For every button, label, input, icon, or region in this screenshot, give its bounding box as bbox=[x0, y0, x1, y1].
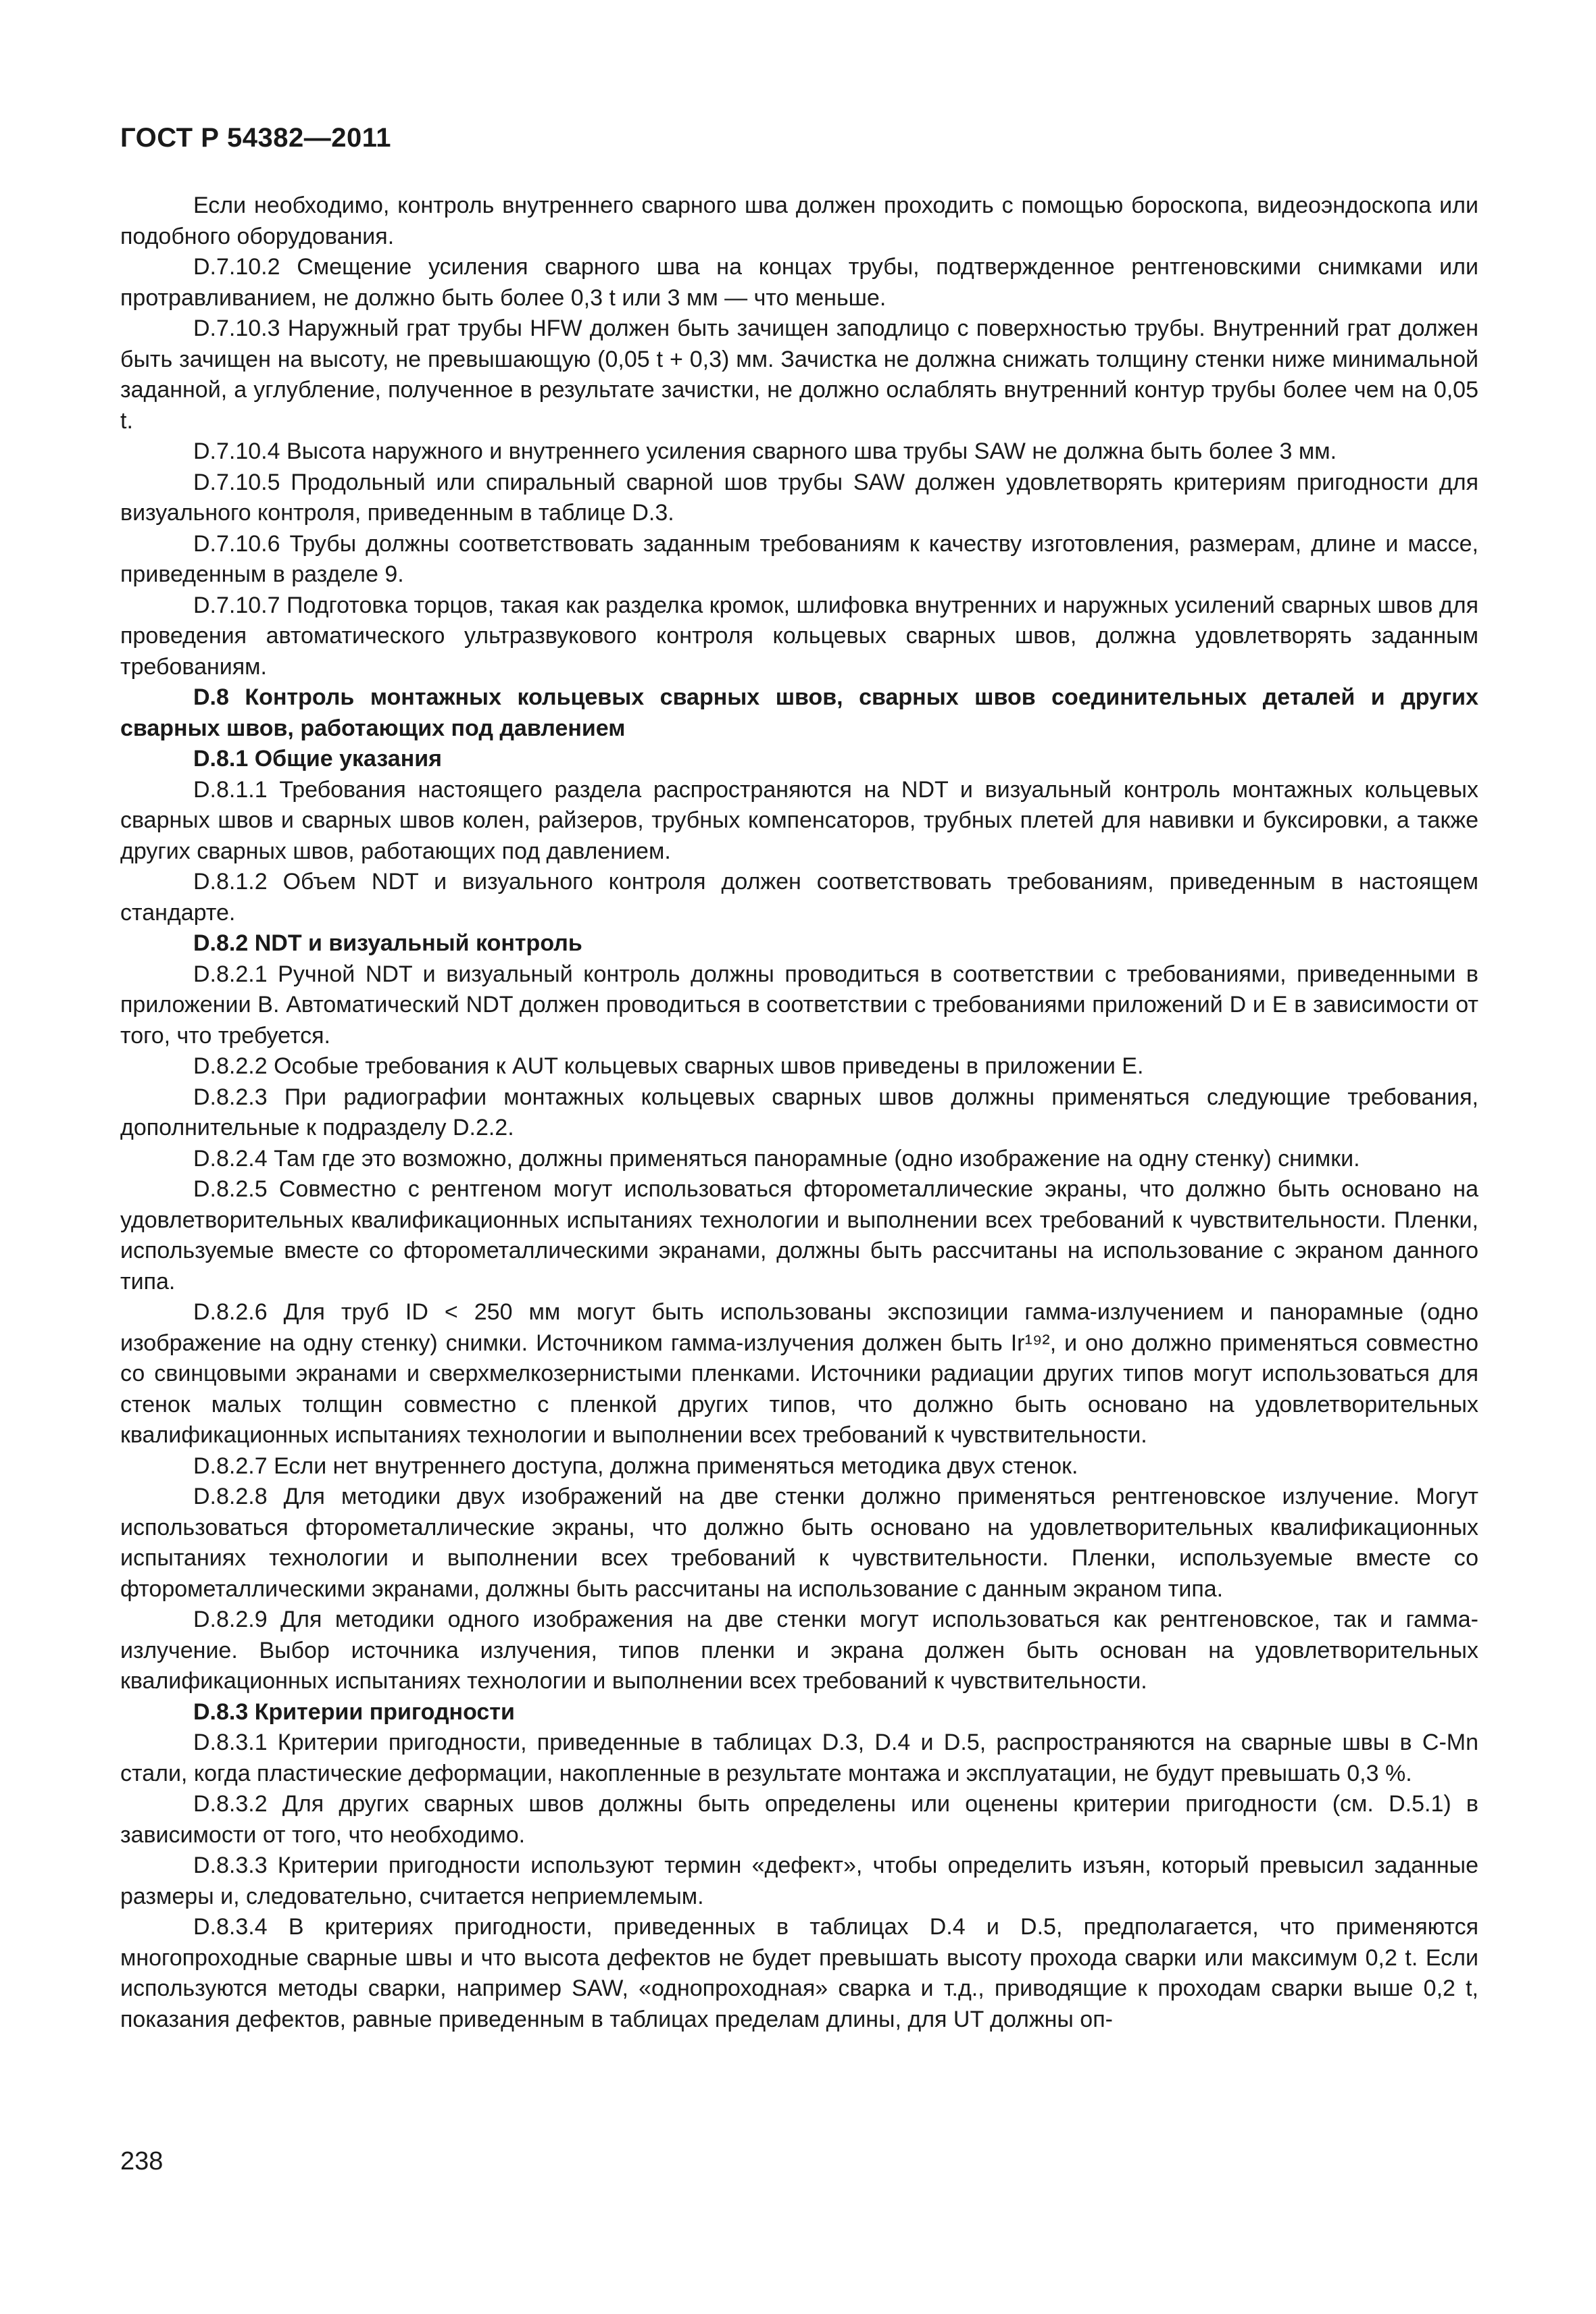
section-heading: D.8 Контроль монтажных кольцевых сварных швов, сварных швов соединительных деталей и других сварных швов, работающих под давлением bbox=[120, 684, 1478, 741]
document-body bbox=[120, 191, 1478, 2035]
paragraph: D.8.3.1 Критерии пригодности, приведенные в таблицах D.3, D.4 и D.5, распространяются на сварные швы в C-Mn стали, когда пластические деформации, накопленные в результате монтажа и эксплуатации, не будут превышать 0,3 %. bbox=[120, 1730, 1478, 1786]
section-heading: D.8.2 NDT и визуальный контроль bbox=[193, 930, 582, 956]
paragraph: D.7.10.4 Высота наружного и внутреннего усиления сварного шва трубы SAW не должна быть более 3 мм. bbox=[193, 438, 1337, 464]
paragraph: D.8.2.8 Для методики двух изображений на две стенки должно применяться рентгеновское излучение. Могут использоваться фторометаллические экраны, что должно быть основано на удовлетворительных квалификационных испытаниях технологии и выполнении всех требований к чувствительности. Пленки, используемые вместе со фторометаллическими экранами, должны быть рассчитаны на использование с данным экраном типа. bbox=[120, 1484, 1478, 1602]
paragraph: D.8.2.2 Особые требования к AUT кольцевых сварных швов приведены в приложении E. bbox=[193, 1053, 1144, 1079]
paragraph: D.8.2.3 При радиографии монтажных кольцевых сварных швов должны применяться следующие требования, дополнительные к подразделу D.2.2. bbox=[120, 1084, 1478, 1140]
paragraph: D.8.2.7 Если нет внутреннего доступа, должна применяться методика двух стенок. bbox=[193, 1453, 1078, 1479]
paragraph: D.8.3.3 Критерии пригодности используют термин «дефект», чтобы определить изъян, который превысил заданные размеры и, следовательно, считается неприемлемым. bbox=[120, 1853, 1478, 1909]
document-header: ГОСТ Р 54382—2011 bbox=[120, 123, 391, 153]
paragraph: D.8.2.1 Ручной NDT и визуальный контроль должны проводиться в соответствии с требованиями, приведенными в приложении B. Автоматический NDT должен проводиться в соответствии с требованиями приложений D и E в зависимости от того, что требуется. bbox=[120, 961, 1478, 1049]
section-heading: D.8.3 Критерии пригодности bbox=[193, 1699, 515, 1725]
paragraph: D.8.1.2 Объем NDT и визуального контроля должен соответствовать требованиям, приведенным в настоящем стандарте. bbox=[120, 869, 1478, 926]
paragraph: D.8.3.2 Для других сварных швов должны быть определены или оценены критерии пригодности (см. D.5.1) в зависимости от того, что необходимо. bbox=[120, 1791, 1478, 1848]
section-heading: D.8.1 Общие указания bbox=[193, 746, 442, 772]
paragraph: D.7.10.3 Наружный грат трубы HFW должен быть зачищен заподлицо с поверхностью трубы. Внутренний грат должен быть зачищен на высоту, не превышающую (0,05 t + 0,3) мм. Зачистка не должна снижать толщину стенки ниже минимальной заданной, а углубление, полученное в результате зачистки, не должно ослаблять внутренний контур трубы более чем на 0,05 t. bbox=[120, 316, 1478, 434]
paragraph: D.8.2.6 Для труб ID < 250 мм могут быть использованы экспозиции гамма-излучением и панорамные (одно изображение на одну стенку) снимки. Источником гамма-излучения должен быть Ir¹⁹², и оно должно применяться совместно со свинцовыми экранами и сверхмелкозернистыми пленками. Источники радиации других типов могут использоваться для стенок малых толщин совместно с пленкой других типов, что должно быть основано на удовлетворительных квалификационных испытаниях технологии и выполнении всех требований к чувствительности. bbox=[120, 1299, 1478, 1448]
paragraph: D.7.10.2 Смещение усиления сварного шва на концах трубы, подтвержденное рентгеновскими снимками или протравливанием, не должно быть более 0,3 t или 3 мм — что меньше. bbox=[120, 254, 1478, 311]
paragraph: D.7.10.6 Трубы должны соответствовать заданным требованиям к качеству изготовления, размерам, длине и массе, приведенным в разделе 9. bbox=[120, 530, 1478, 587]
paragraph: Если необходимо, контроль внутреннего сварного шва должен проходить с помощью бороскопа, видеоэндоскопа или подобного оборудования. bbox=[120, 193, 1478, 249]
paragraph: D.7.10.7 Подготовка торцов, такая как разделка кромок, шлифовка внутренних и наружных усилений сварных швов для проведения автоматического ультразвукового контроля кольцевых сварных швов, должна удовлетворять заданным требованиям. bbox=[120, 592, 1478, 680]
paragraph: D.8.2.5 Совместно с рентгеном могут использоваться фторометаллические экраны, что должно быть основано на удовлетворительных квалификационных испытаниях технологии и выполнении всех требований к чувствительности. Пленки, используемые вместе со фторометаллическими экранами, должны быть рассчитаны на использование с экраном данного типа. bbox=[120, 1176, 1478, 1294]
paragraph: D.8.1.1 Требования настоящего раздела распространяются на NDT и визуальный контроль монтажных кольцевых сварных швов и сварных швов колен, райзеров, трубных компенсаторов, трубных плетей для навивки и буксировки, а также других сварных швов, работающих под давлением. bbox=[120, 776, 1478, 864]
paragraph: D.8.3.4 В критериях пригодности, приведенных в таблицах D.4 и D.5, предполагается, что применяются многопроходные сварные швы и что высота дефектов не будет превышать высоту прохода сварки или максимум 0,2 t. Если используются методы сварки, например SAW, «однопроходная» сварка и т.д., приводящие к проходам сварки выше 0,2 t, показания дефектов, равные приведенным в таблицах пределам длины, для UT должны оп- bbox=[120, 1914, 1478, 2032]
page-number: 238 bbox=[120, 2147, 164, 2175]
paragraph: D.7.10.5 Продольный или спиральный сварной шов трубы SAW должен удовлетворять критериям пригодности для визуального контроля, приведенным в таблице D.3. bbox=[120, 469, 1478, 526]
paragraph: D.8.2.9 Для методики одного изображения на две стенки могут использоваться как рентгеновское, так и гамма-излучение. Выбор источника излучения, типов пленки и экрана должен быть основан на удовлетворительных квалификационных испытаниях технологии и выполнении всех требований к чувствительности. bbox=[120, 1607, 1478, 1694]
paragraph: D.8.2.4 Там где это возможно, должны применяться панорамные (одно изображение на одну стенку) снимки. bbox=[193, 1145, 1360, 1172]
